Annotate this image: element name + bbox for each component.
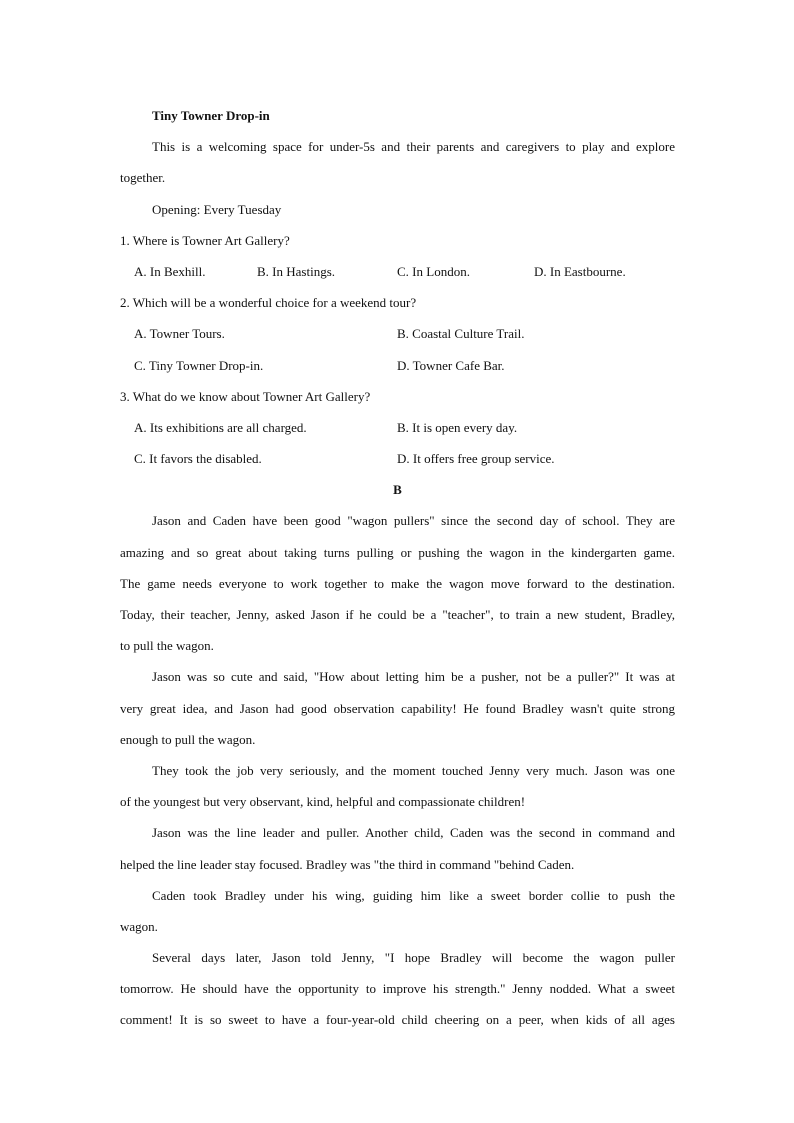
option-c: C. It favors the disabled. [134, 451, 262, 467]
event-title: Tiny Towner Drop-in [152, 108, 270, 123]
paragraph-line: Today, their teacher, Jenny, asked Jason if he could be a "teacher", to train a new student, Bradley, [120, 607, 675, 622]
option-a: A. Its exhibitions are all charged. [134, 419, 307, 435]
question-options [120, 443, 675, 474]
paragraph-line: Several days later, Jason told Jenny, "I hope Bradley will become the wagon puller [152, 950, 675, 966]
paragraph-line: tomorrow. He should have the opportunity to improve his strength." Jenny nodded. What a sweet [120, 981, 675, 997]
question-options [120, 318, 675, 349]
option-c: C. Tiny Towner Drop-in. [134, 357, 264, 373]
option-d: D. Towner Cafe Bar. [397, 357, 505, 373]
paragraph-line: amazing and so great about taking turns pulling or pushing the wagon in the kindergarten game. [120, 544, 675, 560]
event-description-line: This is a welcoming space for under-5s and their parents and caregivers to play and explore [152, 139, 675, 155]
paragraph-line: enough to pull the wagon. [120, 731, 256, 747]
paragraph-line: They took the job very seriously, and the moment touched Jenny very much. Jason was one [152, 762, 675, 778]
option-b: B. Coastal Culture Trail. [397, 326, 525, 342]
paragraph-line: comment! It is so sweet to have a four-year-old child cheering on a peer, when kids of all ages [120, 1012, 675, 1028]
option-a: A. In Bexhill. [134, 263, 206, 279]
event-description-line: together. [120, 170, 166, 186]
paragraph-line: The game needs everyone to work together to make the wagon move forward to the destination. [120, 575, 675, 591]
paragraph-line: Jason and Caden have been good "wagon pullers" since the second day of school. They are [152, 513, 675, 529]
paragraph-line: wagon. [120, 918, 158, 934]
event-opening: Opening: Every Tuesday [152, 201, 282, 217]
option-d: D. It offers free group service. [397, 451, 555, 467]
option-b: B. In Hastings. [257, 263, 335, 279]
paragraph-line: helped the line leader stay focused. Bradley was "the third in command "behind Caden. [120, 856, 575, 872]
option-a: A. Towner Tours. [134, 326, 225, 342]
paragraph-line: Caden took Bradley under his wing, guiding him like a sweet border collie to push the [152, 887, 675, 903]
question-stem: 1. Where is Towner Art Gallery? [120, 232, 290, 248]
question-stem: 2. Which will be a wonderful choice for a weekend tour? [120, 295, 417, 311]
section-heading: B [393, 482, 402, 498]
paragraph-line: Jason was so cute and said, "How about letting him be a pusher, not be a puller?" It was at [152, 669, 675, 685]
paragraph-line: to pull the wagon. [120, 638, 214, 654]
paragraph-line: very great idea, and Jason had good observation capability! He found Bradley wasn't quite strong [120, 700, 675, 716]
option-d: D. In Eastbourne. [534, 263, 626, 279]
question-options [120, 350, 675, 381]
option-b: B. It is open every day. [397, 419, 518, 435]
question-options [120, 256, 675, 287]
paragraph-line: Jason was the line leader and puller. Another child, Caden was the second in command and [152, 825, 675, 841]
option-c: C. In London. [397, 263, 470, 279]
document-body [120, 100, 675, 1036]
question-options [120, 412, 675, 443]
question-stem: 3. What do we know about Towner Art Gallery? [120, 388, 371, 404]
paragraph-line: of the youngest but very observant, kind, helpful and compassionate children! [120, 794, 526, 810]
